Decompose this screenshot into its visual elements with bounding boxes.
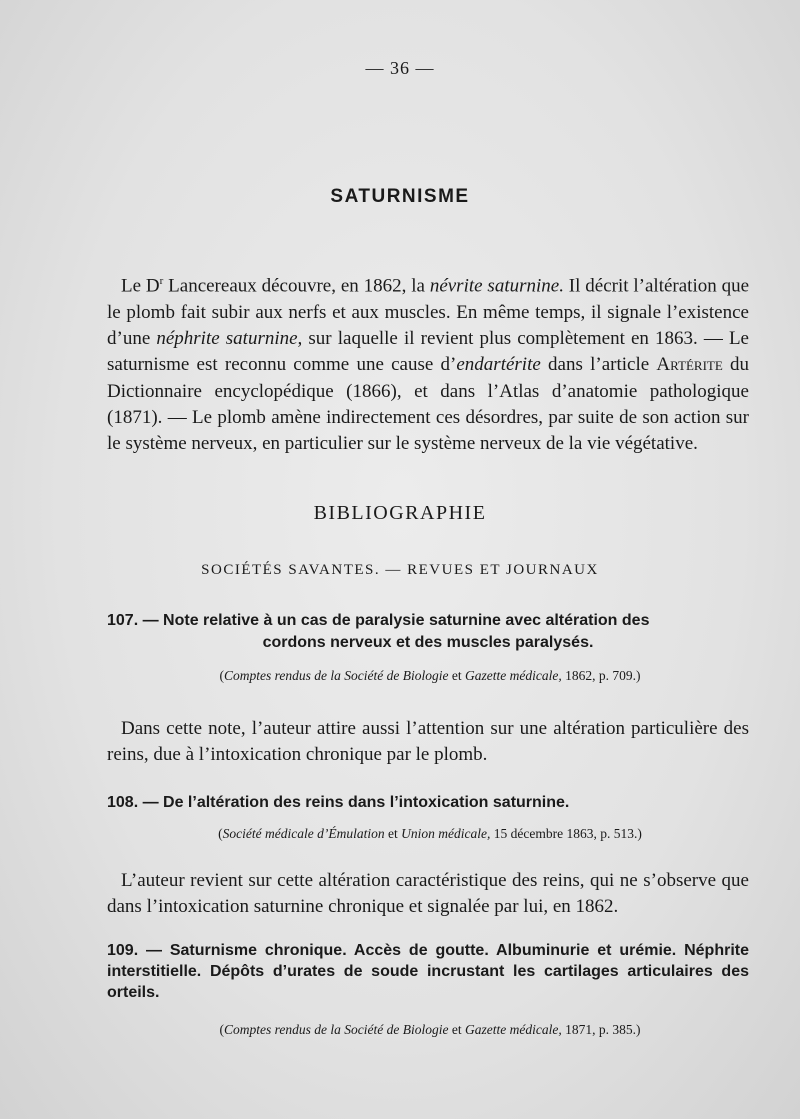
bibliography-title: BIBLIOGRAPHIE [313, 502, 487, 524]
intro-paragraph: Le $D^r$ Lancereaux découvre, en 1862, la névrite saturnine. Il décrit l’altération que le plomb fait subir aux nerfs et aux muscles. En même temps, il signale l’existence d’une néphrite saturnine, sur laquelle il revient plus complètement en 1863. — Le saturnisme est reconnu comme une cause d’endartérite dans l’article Artérite du Dictionnaire encyclopédique (1866), et dans l’Atlas d’anatomie pathologique (1871). — Le plomb amène indirectement ces désordres, par suite de son action sur le système nerveux, en particulier sur le système nerveux de la vie végétative. [107, 275, 750, 455]
entry-107-source: (Comptes rendus de la Société de Biologie et Gazette médicale, 1862, p. 709.) [219, 668, 641, 683]
bibliography-subtitle: SOCIÉTÉS SAVANTES. — REVUES ET JOURNAUX [201, 562, 599, 578]
entry-107-title-line2: cordons nerveux et des muscles paralysés. [262, 634, 594, 651]
page-number: — 36 — [365, 58, 435, 78]
entry-109-source: (Comptes rendus de la Société de Biologie et Gazette médicale, 1871, p. 385.) [219, 1022, 641, 1037]
entry-108-source: (Société médicale d’Émulation et Union médicale, 15 décembre 1863, p. 513.) [218, 826, 642, 841]
entry-108-comment: L’auteur revient sur cette altération caractéristique des reins, qui ne s’observe que dans l’intoxication saturnine chronique et signalée par lui, en 1862. [107, 870, 749, 918]
entry-107-title: 107. — Note relative à un cas de paralysie saturnine avec altération des [107, 612, 650, 629]
entry-108-title: 108. — De l’altération des reins dans l’intoxication saturnine. [107, 794, 570, 811]
entry-109-title: 109. — Saturnisme chronique. Accès de goutte. Albuminurie et urémie. Néphrite interstitielle. Dépôts d’urates de soude incrustant les cartilages articulaires des orteils. [107, 942, 749, 1001]
entry-107-comment: Dans cette note, l’auteur attire aussi l’attention sur une altération particulière des reins, due à l’intoxication chronique par le plomb. [107, 718, 749, 766]
section-title: SATURNISME [330, 186, 470, 207]
